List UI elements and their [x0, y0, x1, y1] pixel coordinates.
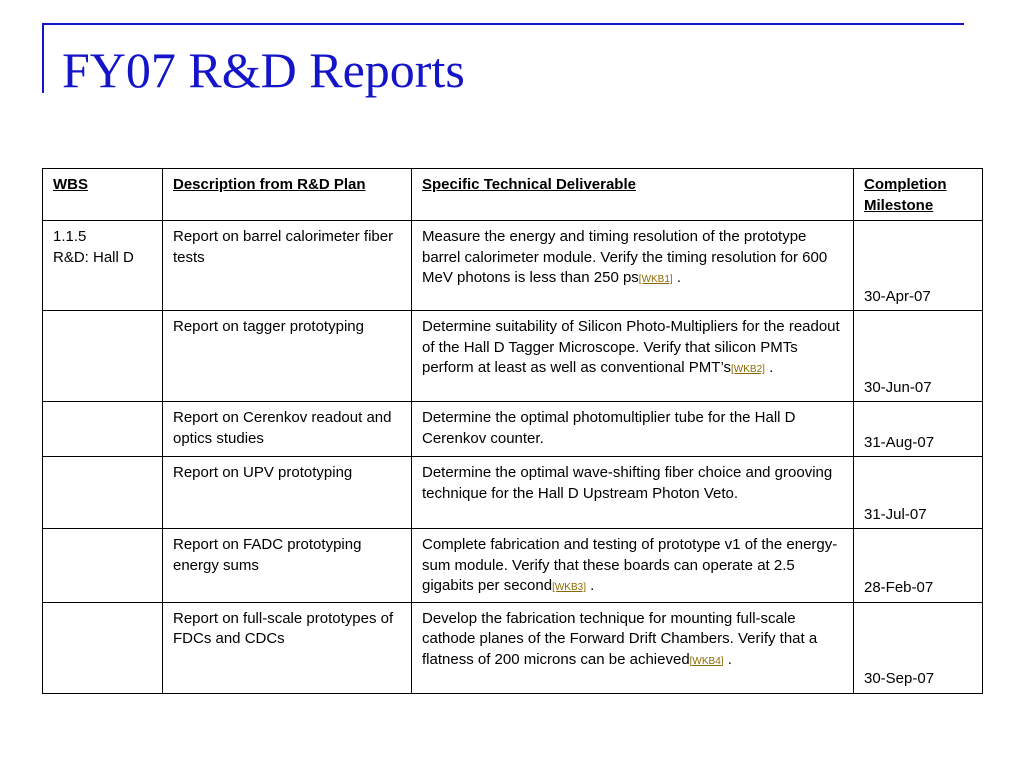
- deliverable-cell: [412, 311, 854, 402]
- deliverable-tail: .: [764, 359, 774, 376]
- deliverable-text: Determine the optimal wave-shifting fiber choice and grooving technique for the Hall D Upstream Photon Veto.: [422, 464, 833, 502]
- table-row: [43, 221, 983, 311]
- description-cell: Report on UPV prototyping: [163, 457, 412, 529]
- description-cell: Report on Cerenkov readout and optics studies: [163, 402, 412, 457]
- wbs-cell: [43, 221, 163, 311]
- table-row: [43, 529, 983, 603]
- deliverable-text: Develop the fabrication technique for mounting full-scale cathode planes of the Forward Drift Chambers. Verify that a flatness of 200 microns can be achieved: [422, 609, 818, 668]
- milestone-cell: 30-Jun-07: [854, 311, 983, 402]
- reference-link[interactable]: [WKB4]: [689, 655, 724, 667]
- deliverable-text: Complete fabrication and testing of prototype v1 of the energy-sum module. Verify that these boards can operate at 2.5 gigabits per second: [422, 536, 838, 594]
- deliverable-cell: [412, 529, 854, 603]
- deliverable-tail: .: [672, 269, 682, 286]
- description-cell: Report on tagger prototyping: [163, 311, 412, 402]
- deliverable-cell: [412, 402, 854, 457]
- milestone-cell: 30-Apr-07: [854, 221, 983, 311]
- wbs-area: R&D: Hall D: [53, 248, 134, 266]
- milestone-cell: 30-Sep-07: [854, 602, 983, 693]
- header-wbs: WBS: [43, 169, 163, 221]
- header-description: Description from R&D Plan: [163, 169, 412, 221]
- wbs-cell: [43, 311, 163, 402]
- wbs-cell: [43, 602, 163, 693]
- milestone-cell: 31-Jul-07: [854, 457, 983, 529]
- wbs-cell: [43, 529, 163, 603]
- title-rule-horizontal: [42, 23, 964, 25]
- page-title: FY07 R&D Reports: [62, 42, 465, 98]
- header-row: [43, 169, 983, 221]
- deliverable-text: Determine suitability of Silicon Photo-Multipliers for the readout of the Hall D Tagger Microscope. Verify that silicon PMTs perform at least as well as conventional PMT’s: [422, 318, 840, 376]
- description-cell: Report on FADC prototyping energy sums: [163, 529, 412, 603]
- wbs-cell: [43, 457, 163, 529]
- deliverable-cell: [412, 602, 854, 693]
- title-rule-vertical: [42, 23, 44, 93]
- reference-link[interactable]: [WKB3]: [552, 582, 586, 593]
- wbs-code: 1.1.5: [53, 228, 87, 245]
- header-milestone: Completion Milestone: [854, 169, 983, 221]
- deliverable-cell: [412, 221, 854, 311]
- header-deliverable: Specific Technical Deliverable: [412, 169, 854, 221]
- table-row: [43, 402, 983, 457]
- reports-table: [42, 168, 983, 694]
- deliverable-tail: .: [586, 577, 595, 594]
- deliverable-cell: [412, 457, 854, 529]
- table-row: [43, 602, 983, 693]
- milestone-cell: 28-Feb-07: [854, 529, 983, 603]
- description-cell: Report on full-scale prototypes of FDCs and CDCs: [163, 602, 412, 693]
- reference-link[interactable]: [WKB1]: [638, 274, 673, 285]
- description-cell: Report on barrel calorimeter fiber tests: [163, 221, 412, 311]
- wbs-cell: [43, 402, 163, 457]
- milestone-cell: 31-Aug-07: [854, 402, 983, 457]
- deliverable-tail: .: [723, 650, 732, 668]
- table-row: [43, 311, 983, 402]
- deliverable-text: Measure the energy and timing resolution of the prototype barrel calorimeter module. Verify the timing resolution for 600 MeV photons is less than 250 ps: [422, 228, 828, 286]
- reference-link[interactable]: [WKB2]: [731, 364, 765, 375]
- deliverable-text: Determine the optimal photomultiplier tube for the Hall D Cerenkov counter.: [422, 409, 796, 447]
- table-row: [43, 457, 983, 529]
